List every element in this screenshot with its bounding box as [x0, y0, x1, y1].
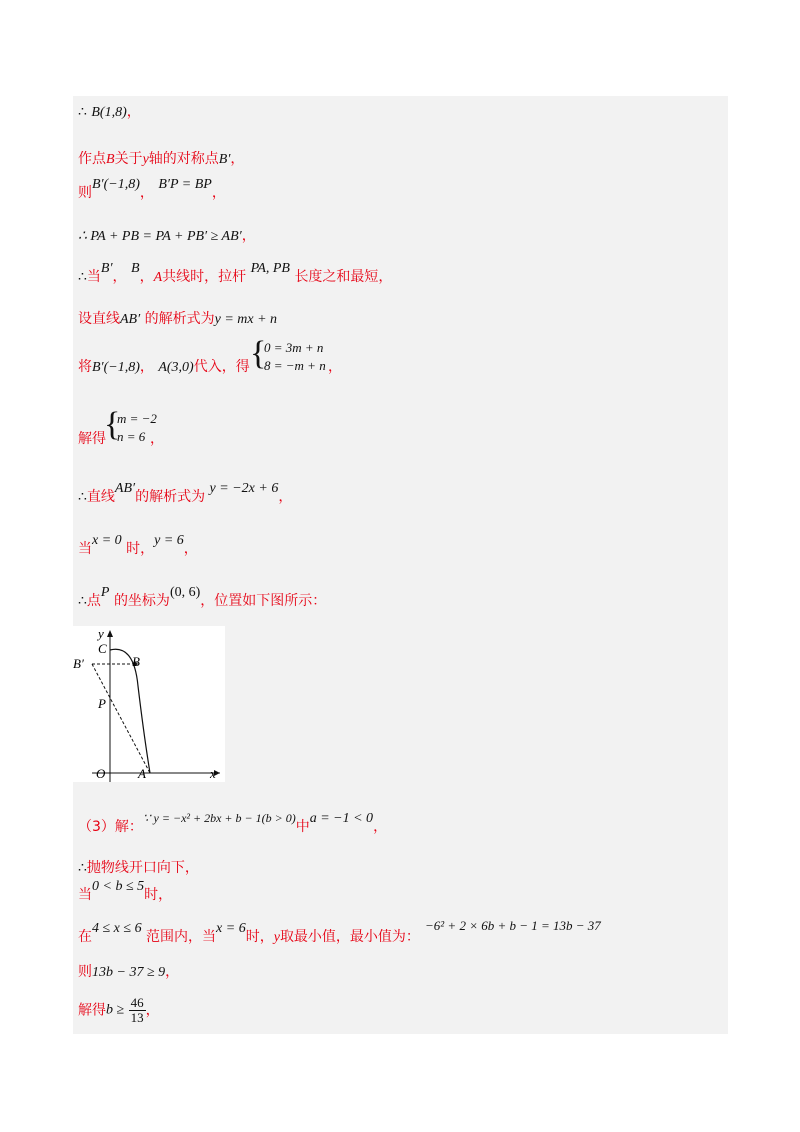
- comma: ，: [165, 964, 180, 980]
- var-b: B: [131, 261, 140, 276]
- b-prime-coordinates: B′(−1,8): [92, 177, 140, 192]
- comma: ，: [211, 185, 226, 201]
- comma: ，: [139, 185, 154, 201]
- text: 的解析式为: [144, 311, 215, 327]
- line-ab-prime: AB′: [114, 481, 136, 496]
- text: 当: [78, 887, 92, 903]
- comma: ，: [328, 359, 342, 375]
- text: 则: [78, 185, 92, 201]
- text: 直线: [86, 489, 115, 505]
- figure-svg: [72, 626, 225, 782]
- system-eq-1: 0 = 3m + n: [264, 340, 324, 355]
- label-c: C: [98, 641, 107, 656]
- line-5: [78, 261, 393, 287]
- inequality: 13b − 37 ≥ 9: [92, 965, 166, 980]
- text: 点: [86, 593, 101, 609]
- text: 当: [86, 269, 101, 285]
- text: 的解析式为: [135, 489, 206, 505]
- therefore-symbol: ∴: [78, 270, 87, 285]
- line-ab-prime: AB′: [120, 312, 141, 327]
- comma: ，: [278, 489, 293, 505]
- fraction-denominator: 13: [130, 1010, 144, 1025]
- label-b: B: [132, 654, 140, 669]
- y-axis-arrow-icon: [107, 630, 113, 637]
- text: 设直线: [78, 311, 120, 327]
- text: 的坐标为: [113, 593, 170, 609]
- var-b-prime: B′: [100, 261, 113, 276]
- system-eq-2: 8 = −m + n: [264, 358, 326, 373]
- var-a: A: [153, 270, 163, 285]
- text: 在: [78, 929, 92, 945]
- therefore-symbol: ∴: [78, 861, 87, 876]
- text: 将: [78, 359, 92, 375]
- text: 轴的对称点: [148, 151, 219, 167]
- line-16: [78, 963, 179, 982]
- comma: ，: [112, 269, 127, 285]
- line-6: [78, 310, 277, 329]
- text: （3）解：: [78, 819, 143, 835]
- label-y: y: [98, 626, 104, 641]
- text: 范围内，当: [146, 929, 217, 945]
- line-15-formula: [425, 917, 601, 935]
- text: ，位置如下图所示：: [200, 593, 327, 609]
- comma: ，: [126, 104, 141, 120]
- text: 时，: [144, 887, 173, 903]
- line-12: [78, 811, 388, 837]
- line-11: [78, 585, 327, 611]
- a-coordinates: A(3,0): [158, 360, 194, 375]
- y-value: y = 6: [154, 533, 184, 548]
- var-y: y: [273, 930, 280, 945]
- text: 时，: [245, 929, 274, 945]
- therefore-symbol: ∴: [78, 105, 87, 120]
- var-p: P: [100, 585, 110, 600]
- text: 抛物线开口向下，: [86, 860, 199, 876]
- comma: ，: [183, 541, 198, 557]
- therefore-symbol: ∴: [78, 490, 87, 505]
- line-3: [78, 177, 226, 203]
- parabola-curve: [110, 649, 150, 773]
- var-b: B: [106, 152, 115, 167]
- parabola-equation: ∵ y = −x² + 2bx + b − 1(b > 0): [142, 811, 296, 825]
- comma: ，: [241, 228, 256, 244]
- text: 解得: [78, 1002, 106, 1019]
- fraction-numerator: 46: [130, 995, 144, 1010]
- text: 时，: [126, 541, 155, 557]
- label-b-prime: B′: [73, 656, 84, 671]
- b-inequality: b ≥: [106, 1002, 125, 1018]
- b-prime-coordinates: B′(−1,8): [92, 360, 140, 375]
- text: 解得: [78, 431, 106, 447]
- therefore-symbol: ∴: [78, 594, 87, 609]
- solution-n: n = 6: [117, 429, 146, 444]
- label-x: x: [210, 766, 216, 781]
- var-b-prime: B′: [218, 152, 231, 167]
- text: 则: [78, 964, 92, 980]
- label-o: O: [96, 766, 106, 781]
- solution-m: m = −2: [117, 411, 157, 426]
- text: 作点: [78, 151, 106, 167]
- comma: ，: [150, 431, 164, 447]
- brace: {: [104, 406, 121, 443]
- x-value: x = 6: [216, 921, 246, 936]
- comma: ，: [230, 151, 245, 167]
- line-10: [78, 533, 198, 559]
- line-4: [78, 227, 256, 246]
- label-a: A: [138, 766, 146, 781]
- brace: {: [250, 335, 267, 372]
- line-equation: y = −2x + 6: [209, 481, 279, 496]
- line-7: [78, 358, 250, 377]
- text: 当: [78, 541, 92, 557]
- text: 代入，得: [193, 359, 250, 375]
- p-coordinates: (0, 6): [169, 585, 201, 600]
- dashed-line-bprime-a: [92, 664, 150, 773]
- line-equation: y = mx + n: [214, 312, 278, 327]
- fraction: [129, 996, 146, 1025]
- line-13: [78, 859, 199, 878]
- equal-lengths: B′P = BP: [158, 177, 212, 192]
- line-15: [78, 921, 420, 947]
- segments: PA, PB: [250, 261, 290, 276]
- line-9: [78, 481, 293, 507]
- text: 中: [295, 819, 310, 835]
- comma: ，: [139, 359, 154, 375]
- inequality: ∴ PA + PB = PA + PB′ ≥ AB′: [78, 229, 242, 244]
- comma: ，: [145, 1002, 160, 1019]
- coefficient-a: a = −1 < 0: [309, 811, 374, 826]
- line-17: [78, 996, 160, 1025]
- x-value: x = 0: [92, 533, 122, 548]
- point-b-coordinates: B(1,8): [91, 105, 127, 120]
- b-range: 0 < b ≤ 5: [92, 879, 145, 894]
- comma: ，: [139, 269, 154, 285]
- line-14: [78, 879, 173, 905]
- line-1: [78, 103, 141, 122]
- var-y: y: [142, 152, 149, 167]
- label-p: P: [98, 696, 106, 711]
- text: 取最小值，最小值为：: [279, 929, 420, 945]
- x-range: 4 ≤ x ≤ 6: [92, 921, 142, 936]
- line-2: [78, 150, 244, 169]
- text: 长度之和最短，: [294, 269, 393, 285]
- min-value-formula: −6² + 2 × 6b + b − 1 = 13b − 37: [425, 918, 601, 933]
- geometry-figure: [72, 626, 225, 782]
- comma: ，: [373, 819, 388, 835]
- text: 关于: [114, 151, 143, 167]
- text: 共线时，拉杆: [162, 269, 247, 285]
